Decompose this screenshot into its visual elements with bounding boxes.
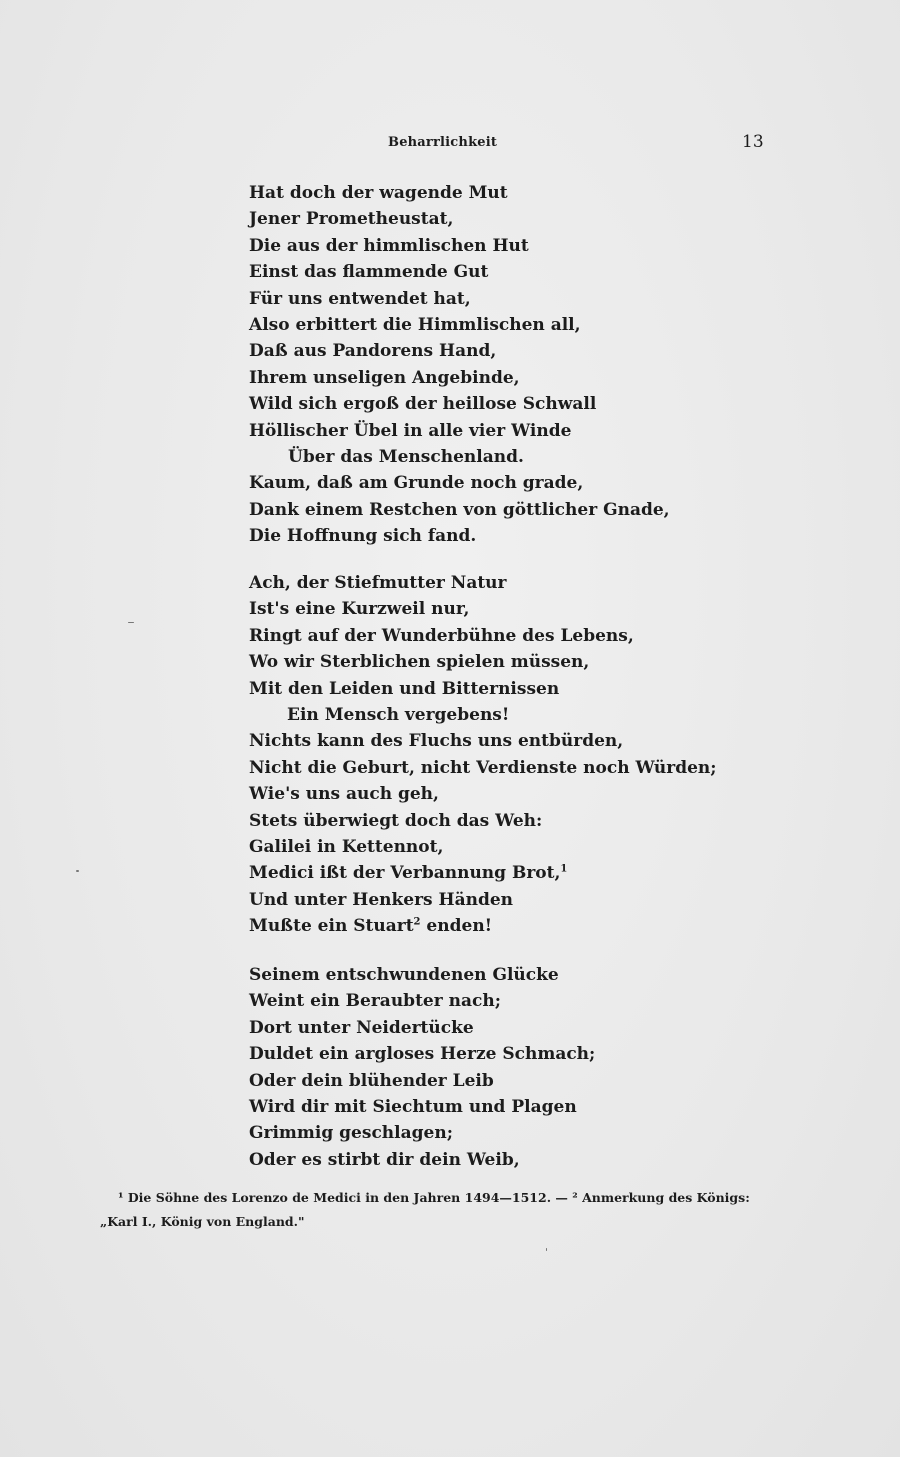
poem-line: Wird dir mit Siechtum und Plagen bbox=[249, 1096, 577, 1117]
print-speck bbox=[128, 622, 134, 623]
poem-line: Wie's uns auch geh, bbox=[249, 784, 439, 805]
poem-line: Jener Prometheustat, bbox=[249, 209, 454, 230]
poem-line: Grimmig geschlagen; bbox=[249, 1123, 453, 1144]
poem-line-with-footnote bbox=[249, 860, 669, 886]
poem-line: Oder es stirbt dir dein Weib, bbox=[249, 1149, 520, 1170]
footnotes bbox=[100, 1186, 780, 1234]
poem-line: Oder dein blühender Leib bbox=[249, 1070, 494, 1091]
poem-line: Ist's eine Kurzweil nur, bbox=[249, 599, 470, 620]
poem-line: Mit den Leiden und Bitternissen bbox=[249, 678, 560, 699]
poem-line: Duldet ein argloses Herze Schmach; bbox=[249, 1044, 596, 1065]
poem-line: Ihrem unseligen Angebinde, bbox=[249, 367, 520, 388]
poem-line-text: Medici ißt der Verbannung Brot, bbox=[249, 863, 561, 884]
poem-line: Höllischer Übel in alle vier Winde bbox=[249, 420, 572, 441]
poem-line: Die aus der himmlischen Hut bbox=[249, 235, 529, 256]
footnote-line-2: „Karl I., König von England." bbox=[100, 1214, 305, 1229]
poem-line: Dort unter Neidertücke bbox=[249, 1017, 474, 1038]
poem-line-indented: Über das Menschenland. bbox=[288, 446, 524, 467]
poem-line: Hat doch der wagende Mut bbox=[249, 183, 508, 203]
poem-line: Wild sich ergoß der heillose Schwall bbox=[249, 394, 597, 415]
poem-line: Die Hoffnung sich fand. bbox=[249, 526, 477, 547]
poem-line: Nichts kann des Fluchs uns entbürden, bbox=[249, 731, 624, 752]
poem-line: Nicht die Geburt, nicht Verdienste noch Würden; bbox=[249, 757, 717, 778]
poem-line-indented: Ein Mensch vergebens! bbox=[287, 704, 510, 725]
poem-line: Ringt auf der Wunderbühne des Lebens, bbox=[249, 625, 634, 646]
footnote-marker-2: 2 bbox=[413, 916, 421, 928]
poem-line: Kaum, daß am Grunde noch grade, bbox=[249, 473, 584, 494]
running-head bbox=[0, 132, 900, 156]
poem-line: Für uns entwendet hat, bbox=[249, 288, 471, 309]
poem-line: Also erbittert die Himmlischen all, bbox=[249, 314, 581, 335]
poem-line-with-footnote bbox=[249, 913, 669, 939]
stanza-1 bbox=[249, 180, 669, 549]
poem-line: Daß aus Pandorens Hand, bbox=[249, 341, 497, 362]
poem-line: Und unter Henkers Händen bbox=[249, 889, 514, 910]
poem-line: Seinem entschwundenen Glücke bbox=[249, 965, 559, 985]
poem-line-text: Mußte ein Stuart bbox=[249, 916, 414, 937]
poem-line: Stets überwiegt doch das Weh: bbox=[249, 810, 543, 831]
poem-line: Weint ein Beraubter nach; bbox=[249, 991, 501, 1012]
stanza-2 bbox=[249, 570, 717, 939]
page-number: 13 bbox=[742, 132, 764, 152]
stanza-3 bbox=[249, 962, 669, 1173]
footnote-line-1: ¹ Die Söhne des Lorenzo de Medici in den Jahren 1494—1512. — ² Anmerkung des Königs: bbox=[118, 1190, 750, 1205]
poem-line: Wo wir Sterblichen spielen müssen, bbox=[249, 652, 590, 673]
print-speck bbox=[546, 1248, 547, 1251]
poem-line: Einst das flammende Gut bbox=[249, 262, 489, 283]
footnote-marker-1: 1 bbox=[560, 863, 568, 875]
poem-line: Dank einem Restchen von göttlicher Gnade, bbox=[249, 499, 670, 520]
print-speck bbox=[76, 870, 79, 872]
running-head-title: Beharrlichkeit bbox=[388, 135, 498, 150]
poem-line: Ach, der Stiefmutter Natur bbox=[249, 573, 507, 593]
poem-line: Galilei in Kettennot, bbox=[249, 836, 444, 857]
poem-line-text-after: enden! bbox=[420, 916, 493, 937]
